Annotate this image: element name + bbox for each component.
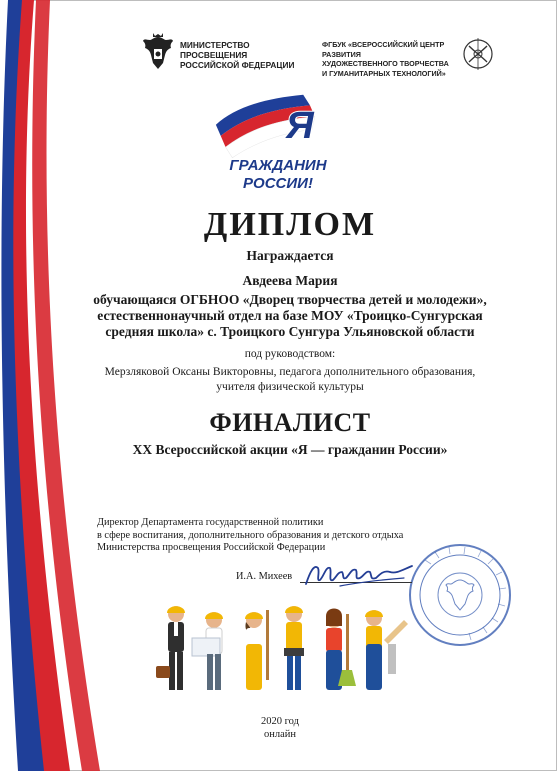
center-line-3: И ГУМАНИТАРНЫХ ТЕХНОЛОГИЙ» [322,68,446,78]
ministry-line-1: МИНИСТЕРСТВО ПРОСВЕЩЕНИЯ [180,40,250,60]
center-line-1: ФГБУК «ВСЕРОССИЙСКИЙ ЦЕНТР РАЗВИТИЯ [322,40,445,59]
recipient-name: Авдеева Мария [242,273,338,288]
position-line-2: в сфере воспитания, дополнительного образования и детского отдыха [97,529,404,541]
center-ornament-logo-icon [461,34,495,74]
logo-line-1: ГРАЖДАНИН [229,157,327,174]
event-name: XX Всероссийской акции «Я — гражданин России» [132,442,448,457]
ministry-header [140,40,310,70]
logo-line-2: РОССИИ! [243,175,313,192]
format-text: онлайн [263,728,296,740]
position-line-1: Директор Департамента государственной политики [97,517,324,528]
position-line-3: Министерства просвещения Российской Федерации [97,542,326,553]
description-line-1: обучающаяся ОГБНОО «Дворец творчества детей и молодежи», [93,292,487,307]
awarded-label: Награждается [246,248,334,263]
workers-illustration [152,600,410,700]
description-line-2: естественнонаучный отдел на базе МОУ «Троицко-Сунгурская [97,308,483,323]
center-line-2: ХУДОЖЕСТВЕННОГО ТВОРЧЕСТВА [322,59,449,68]
center-header [322,40,462,78]
ministry-line-2: РОССИЙСКОЙ ФЕДЕРАЦИИ [180,60,295,70]
recipient-description [60,292,520,340]
ya-grazhdanin-rossii-logo [210,92,345,194]
result-title: ФИНАЛИСТ [209,408,371,437]
supervision-label: под руководством: [244,348,336,360]
description-line-3: средняя школа» с. Троицкого Сунгура Ульяновской области [105,324,475,339]
year-text: 2020 год [261,716,299,727]
signer-name: И.А. Михеев [236,571,293,582]
handwritten-signature [300,558,420,592]
supervisor-line-1: Мерзляковой Оксаны Викторовны, педагога дополнительного образования, [104,366,476,378]
supervisor-text [60,365,520,395]
official-stamp-seal [405,540,515,650]
director-position [97,517,437,555]
diploma-title: ДИПЛОМ [203,206,377,243]
supervisor-line-2: учителя физической культуры [216,381,364,393]
logo-letter: Я [286,105,314,147]
year-and-format [200,716,360,741]
